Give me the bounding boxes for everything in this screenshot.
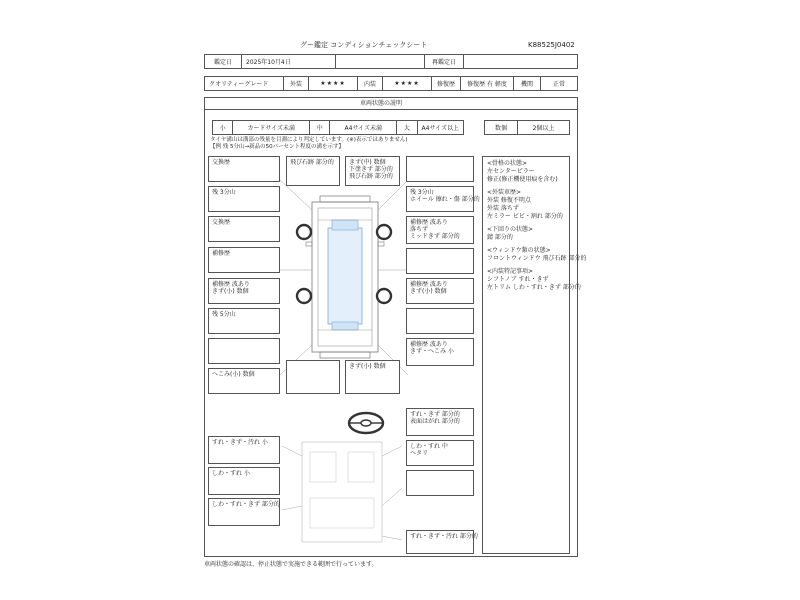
interior-left-box-3: しわ・すれ・きず 部分的 bbox=[208, 498, 280, 526]
notes-underbody: <下回りの状態> 錆 部分的 bbox=[487, 226, 534, 241]
legend-mid-desc: A4サイズ未満 bbox=[330, 121, 397, 135]
notes-panel bbox=[482, 156, 587, 554]
rear-box-left bbox=[286, 360, 340, 394]
left-box-6: 残 5分山 bbox=[208, 308, 280, 334]
exterior-label: 外装 bbox=[284, 77, 309, 91]
notes-frame: <骨格の状態> 左センターピラー 修正(修正機使用痕を含む) bbox=[487, 160, 558, 183]
legend-mid: 中 bbox=[310, 121, 330, 135]
repair-history-label: 修復歴 bbox=[432, 77, 461, 91]
steering-wheel-icon bbox=[346, 410, 386, 436]
left-box-3: 交換歴 bbox=[208, 216, 280, 242]
left-box-8: へこみ(小) 数個 bbox=[208, 368, 280, 394]
section-title: 車両状態の説明 bbox=[360, 100, 403, 107]
count-legend bbox=[484, 120, 570, 135]
left-box-5: 補修歴 波あり きず(小) 数個 bbox=[208, 278, 280, 304]
right-box-3: 補修歴 波あり 落ちず ミッドきず 部分的 bbox=[406, 216, 474, 244]
size-legend bbox=[212, 120, 464, 135]
notes-windows: <ウィンドウ類の状態> フロントウィンドウ 飛び石跡 部分的 bbox=[487, 247, 587, 262]
front-box-left: 飛び石跡 部分的 bbox=[286, 156, 340, 186]
notes-interior: <内装特記事項> シフトノブ すれ・きず 左トリム しわ・すれ・きず 部分的 bbox=[487, 268, 581, 291]
inspect-date: 2025年10月4日 bbox=[242, 55, 336, 69]
interior-stars: ★★★★ bbox=[383, 77, 432, 91]
right-box-1 bbox=[406, 156, 474, 182]
right-box-6 bbox=[406, 308, 474, 334]
repair-history-value: 修復歴 有 軽度 bbox=[461, 77, 514, 91]
left-box-4: 補修歴 bbox=[208, 247, 280, 273]
legend-small-desc: カードサイズ未満 bbox=[233, 121, 310, 135]
interior-label: 内装 bbox=[358, 77, 383, 91]
left-box-1: 交換歴 bbox=[208, 156, 280, 182]
front-box-right: きず(中) 数個 下塗きず 部分的 飛び石跡 部分的 bbox=[345, 156, 400, 186]
notes-exterior: <外装車歴> 外装 修復不明点 外装 落ちず 左ミラー ビビ・割れ 部分的 bbox=[487, 189, 563, 220]
engine-label: 機関 bbox=[514, 77, 541, 91]
interior-right-box-4: すれ・きず・汚れ 部分的 bbox=[406, 530, 474, 554]
reinspect-date-label: 再鑑定日 bbox=[425, 55, 464, 69]
reinspect-date bbox=[464, 55, 578, 69]
legend-small: 小 bbox=[213, 121, 233, 135]
interior-right-box-3 bbox=[406, 470, 474, 496]
document-code: K88525J0402 bbox=[528, 41, 575, 49]
car-diagram bbox=[280, 180, 410, 380]
engine-value: 正常 bbox=[541, 77, 578, 91]
header-table-2 bbox=[204, 76, 578, 91]
right-box-5: 補修歴 波あり きず(小) 数個 bbox=[406, 278, 474, 304]
blank-cell bbox=[336, 55, 425, 69]
legend-large-desc: A4サイズ以上 bbox=[417, 121, 463, 135]
header-table-1 bbox=[204, 54, 578, 69]
right-box-7: 補修歴 波あり きず・へこみ 小 bbox=[406, 338, 474, 366]
interior-left-box-2: しわ・すれ 小 bbox=[208, 467, 280, 495]
rear-box-right: きず(小) 数個 bbox=[345, 360, 400, 394]
sheet-title: グー鑑定 コンディションチェックシート bbox=[300, 41, 428, 49]
exterior-stars: ★★★★ bbox=[309, 77, 358, 91]
interior-left-box-1: すれ・きず・汚れ 小 bbox=[208, 436, 280, 464]
legend-large: 大 bbox=[397, 121, 417, 135]
interior-diagram bbox=[282, 436, 402, 554]
footer-note: 車両状態の確認は、停止状態で実施できる範囲で行っています。 bbox=[204, 561, 378, 568]
interior-right-box-1: すれ・きず 部分的 表面はがれ 部分的 bbox=[406, 408, 474, 436]
legend-count-desc: 2個以上 bbox=[518, 121, 570, 135]
right-box-2: 残 3分山 ホイール 擦れ・傷 部分的 bbox=[406, 186, 474, 212]
inspect-date-label: 鑑定日 bbox=[205, 55, 242, 69]
legend-count: 数個 bbox=[485, 121, 518, 135]
tire-remark-example: 【例 残 5分山→新品の50パーセント程度の溝を示す】 bbox=[210, 144, 344, 150]
tire-remark: タイヤ溝山は溝部の残量を目測により判定しています。(※)表示ではありません) bbox=[210, 137, 408, 143]
left-box-2: 残 3分山 bbox=[208, 186, 280, 212]
quality-grade-label: クオリティーグレード bbox=[205, 77, 284, 91]
left-box-7 bbox=[208, 338, 280, 364]
interior-right-box-2: しわ・すれ 中 ヘタリ bbox=[406, 440, 474, 466]
right-box-4 bbox=[406, 248, 474, 274]
